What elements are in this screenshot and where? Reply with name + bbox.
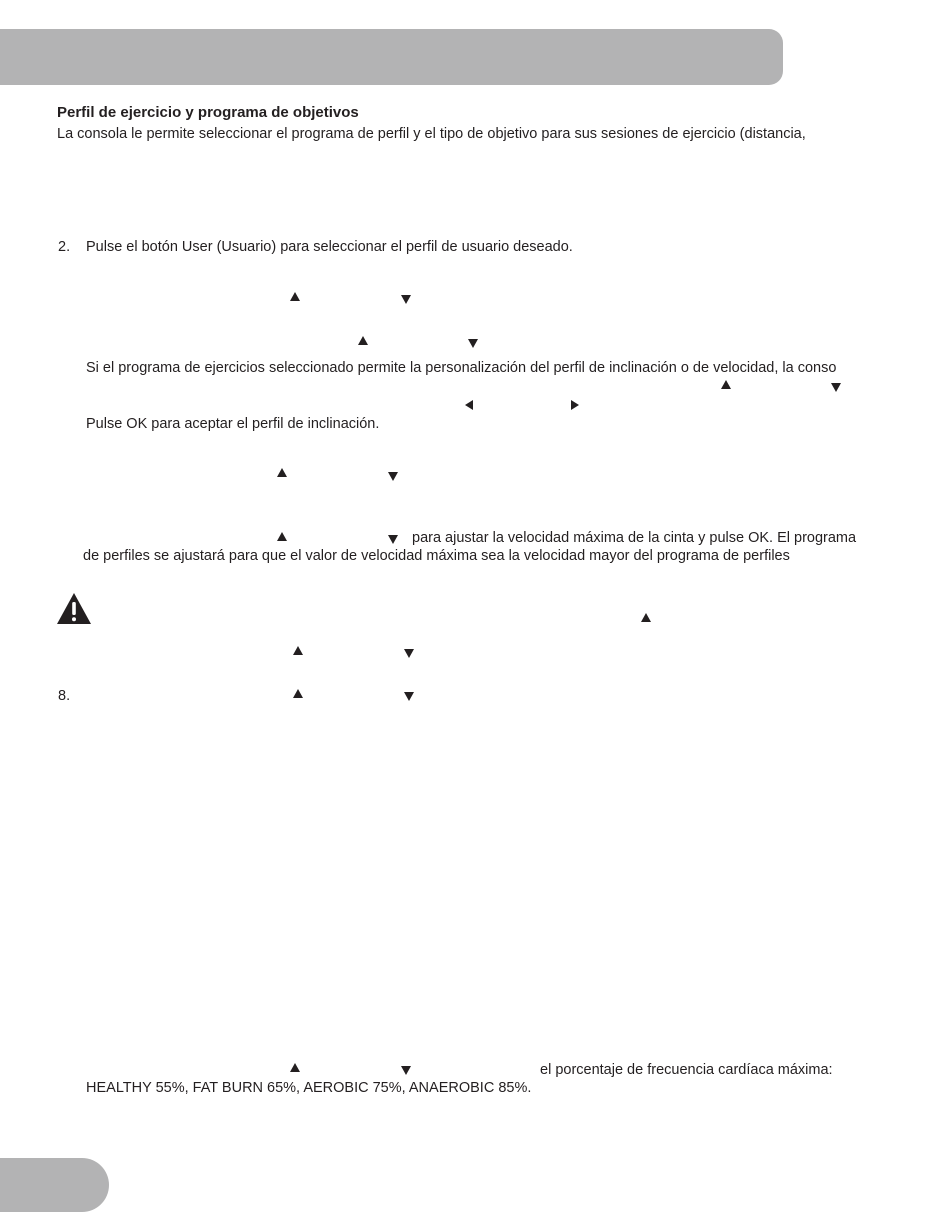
right-arrow-icon — [571, 400, 579, 410]
up-arrow-icon — [293, 646, 303, 655]
up-arrow-icon — [641, 613, 651, 622]
heart-rate-levels: HEALTHY 55%, FAT BURN 65%, AEROBIC 75%, ANAEROBIC 85%. — [86, 1080, 532, 1096]
down-arrow-icon — [388, 535, 398, 544]
speed-max-text: para ajustar la velocidad máxima de la cinta y pulse OK. El programa — [412, 530, 857, 546]
incline-ok-text: Pulse OK para aceptar el perfil de inclinación. — [86, 416, 380, 432]
up-arrow-icon — [358, 336, 368, 345]
step-2-text: Pulse el botón User (Usuario) para seleccionar el perfil de usuario deseado. — [86, 239, 573, 255]
down-arrow-icon — [401, 1066, 411, 1075]
section-title: Perfil de ejercicio y programa de objetivos — [57, 104, 359, 121]
down-arrow-icon — [401, 295, 411, 304]
up-arrow-icon — [277, 468, 287, 477]
page-number-tab — [0, 1158, 109, 1212]
down-arrow-icon — [404, 692, 414, 701]
down-arrow-icon — [468, 339, 478, 348]
down-arrow-icon — [831, 383, 841, 392]
down-arrow-icon — [404, 649, 414, 658]
heart-rate-text: el porcentaje de frecuencia cardíaca máxima: — [540, 1062, 833, 1078]
warning-icon — [56, 592, 92, 625]
step-8-number: 8. — [58, 688, 71, 704]
up-arrow-icon — [290, 292, 300, 301]
up-arrow-icon — [277, 532, 287, 541]
up-arrow-icon — [721, 380, 731, 389]
left-arrow-icon — [465, 400, 473, 410]
down-arrow-icon — [388, 472, 398, 481]
up-arrow-icon — [293, 689, 303, 698]
speed-profile-text: de perfiles se ajustará para que el valor de velocidad máxima sea la velocidad mayor del programa de perfiles — [83, 548, 790, 564]
up-arrow-icon — [290, 1063, 300, 1072]
step-2-number: 2. — [58, 239, 71, 255]
incline-custom-text: Si el programa de ejercicios seleccionado permite la personalización del perfil de inclinación o de velocidad, la conso — [86, 360, 837, 376]
header-bar — [0, 29, 783, 85]
section-intro: La consola le permite seleccionar el programa de perfil y el tipo de objetivo para sus sesiones de ejercicio (distancia, — [57, 126, 806, 142]
